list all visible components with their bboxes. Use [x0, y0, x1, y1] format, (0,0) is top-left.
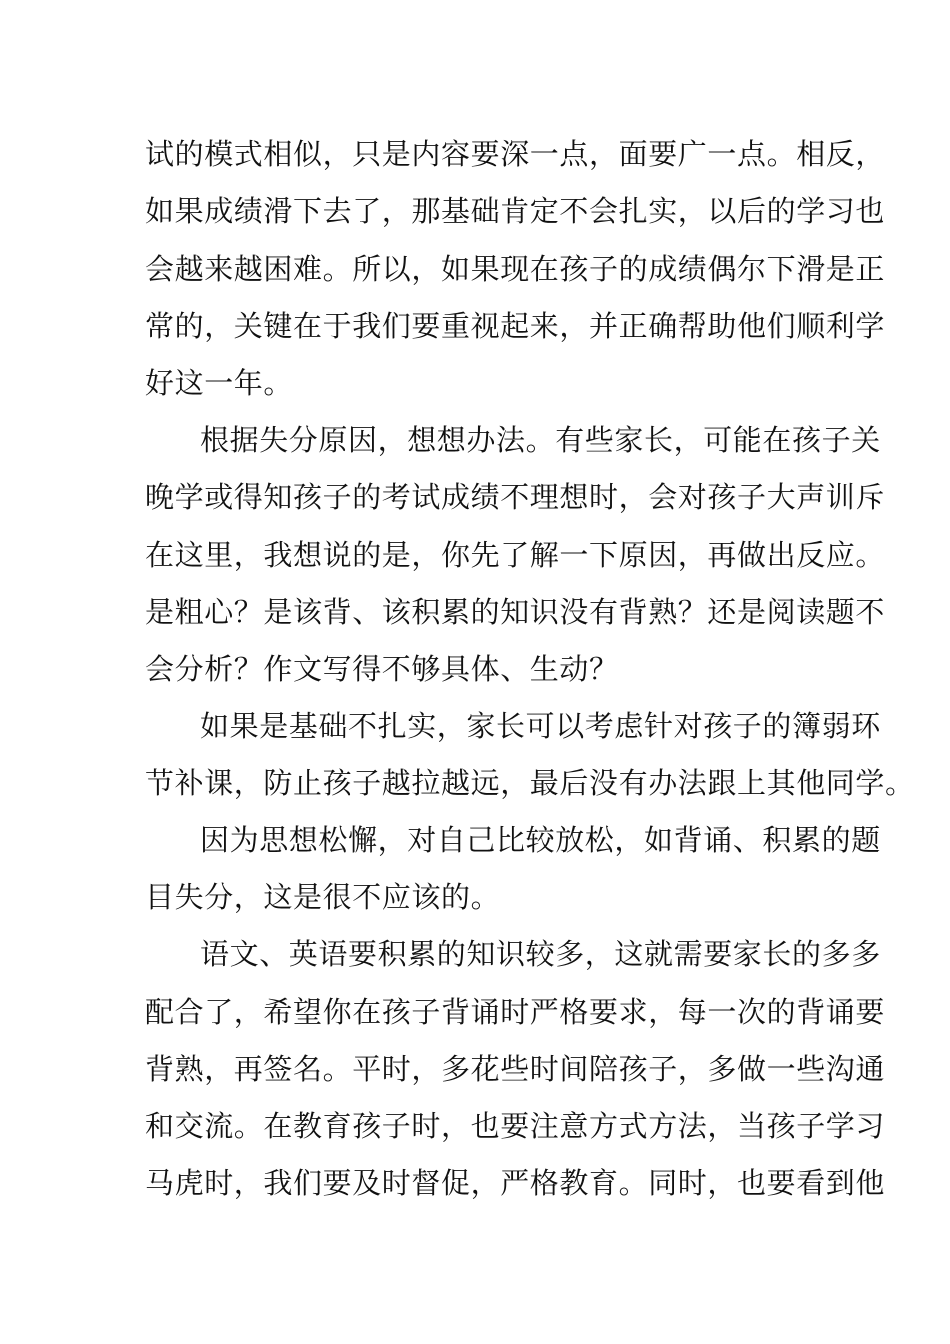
text-line: 会越来越困难。所以，如果现在孩子的成绩偶尔下滑是正 — [145, 252, 886, 286]
text-line: 好这一年。 — [145, 366, 294, 400]
text-line: 目失分，这是很不应该的。 — [145, 880, 501, 914]
text-line: 试的模式相似，只是内容要深一点，面要广一点。相反， — [145, 137, 886, 171]
text-line: 会分析？作文写得不够具体、生动？ — [145, 652, 619, 686]
paragraph-first-line: 如果是基础不扎实，家长可以考虑针对孩子的簿弱环 — [200, 709, 881, 743]
text-line: 如果成绩滑下去了，那基础肯定不会扎实，以后的学习也 — [145, 194, 886, 228]
text-line: 常的，关键在于我们要重视起来，并正确帮助他们顺利学 — [145, 309, 886, 343]
text-line: 配合了，希望你在孩子背诵时严格要求，每一次的背诵要 — [145, 995, 886, 1029]
text-line: 晚学或得知孩子的考试成绩不理想时，会对孩子大声训斥 — [145, 480, 886, 514]
paragraph-first-line: 根据失分原因，想想办法。有些家长，可能在孩子关 — [200, 423, 881, 457]
text-line: 节补课，防止孩子越拉越远，最后没有办法跟上其他同学。 — [145, 766, 915, 800]
paragraph-first-line: 语文、英语要积累的知识较多，这就需要家长的多多 — [200, 937, 881, 971]
text-line: 和交流。在教育孩子时，也要注意方式方法，当孩子学习 — [145, 1109, 886, 1143]
text-line: 马虎时，我们要及时督促，严格教育。同时，也要看到他 — [145, 1166, 886, 1200]
text-line: 在这里，我想说的是，你先了解一下原因，再做出反应。 — [145, 538, 886, 572]
text-line: 背熟，再签名。平时，多花些时间陪孩子，多做一些沟通 — [145, 1052, 886, 1086]
text-line: 是粗心？是该背、该积累的知识没有背熟？还是阅读题不 — [145, 595, 886, 629]
paragraph-first-line: 因为思想松懈，对自己比较放松，如背诵、积累的题 — [200, 823, 881, 857]
